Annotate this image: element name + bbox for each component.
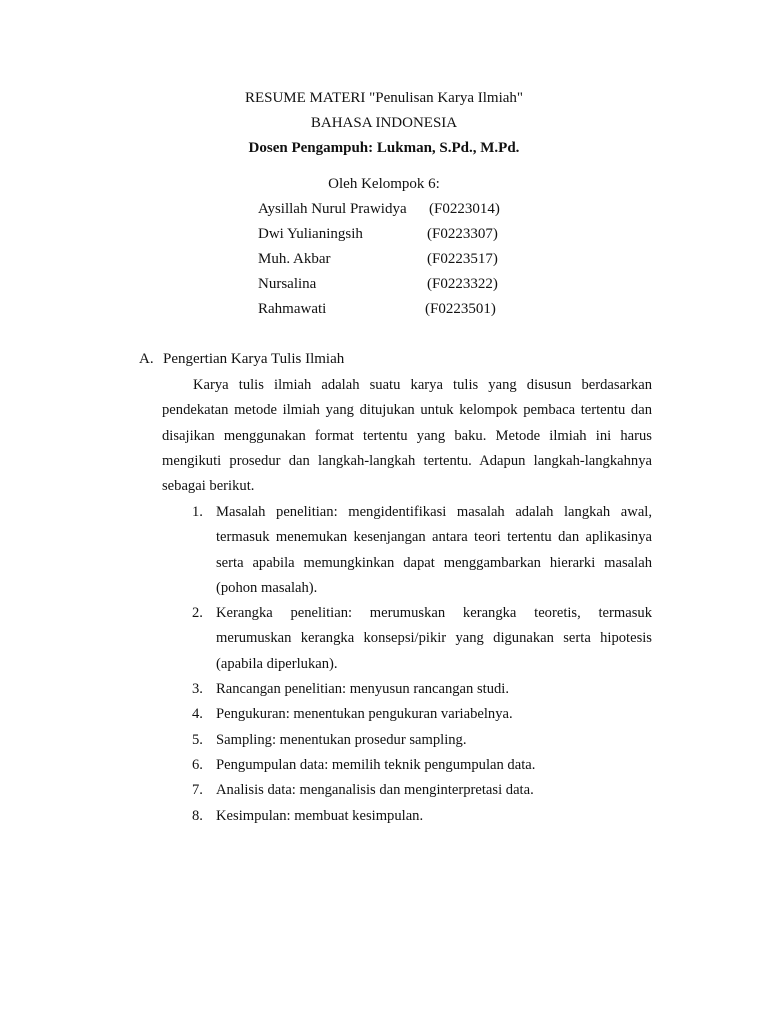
list-item-text: Masalah penelitian: mengidentifikasi masalah adalah langkah awal, termasuk menemukan kesenjangan antara teori tertentu dan aplikasinya serta apabila memungkinkan dapat menggambarkan hierarki masalah (pohon masalah). xyxy=(216,504,652,596)
list-item xyxy=(162,500,652,601)
list-item-text: Pengukuran: menentukan pengukuran variabelnya. xyxy=(216,706,513,723)
list-item-number: 6. xyxy=(192,756,203,773)
list-item xyxy=(162,702,652,727)
document-title: RESUME MATERI "Penulisan Karya Ilmiah" xyxy=(244,90,524,106)
section-heading-text: Pengertian Karya Tulis Ilmiah xyxy=(163,351,345,367)
list-item-number: 7. xyxy=(192,782,203,799)
list-item-number: 1. xyxy=(192,504,203,520)
list-item xyxy=(162,753,652,778)
member-name: Rahmawati xyxy=(258,301,327,317)
member-id: (F0223014) xyxy=(429,201,500,217)
lecturer-line: Dosen Pengampuh: Lukman, S.Pd., M.Pd. xyxy=(248,140,520,156)
member-name: Muh. Akbar xyxy=(258,251,331,267)
list-item-number: 8. xyxy=(192,807,203,824)
section-letter: A. xyxy=(139,351,154,367)
list-item-number: 4. xyxy=(192,706,203,723)
list-item-text: Analisis data: menganalisis dan menginterpretasi data. xyxy=(216,782,534,799)
section-heading xyxy=(139,349,344,369)
list-item-number: 5. xyxy=(192,731,203,748)
member-id: (F0223307) xyxy=(427,226,498,242)
member-name: Nursalina xyxy=(258,276,317,292)
list-item xyxy=(162,601,652,677)
list-item xyxy=(162,677,652,702)
list-item-number: 3. xyxy=(192,681,203,698)
section-paragraph: Karya tulis ilmiah adalah suatu karya tulis yang disusun berdasarkan pendekatan metode ilmiah yang ditujukan untuk kelompok pembaca tertentu dan disajikan menggunakan format tertentu yang baku. Metode ilmiah ini harus mengikuti prosedur dan langkah-langkah tertentu. Adapun langkah-langkahnya sebagai berikut. xyxy=(162,377,652,495)
list-item-text: Kesimpulan: membuat kesimpulan. xyxy=(216,807,424,824)
list-item xyxy=(162,778,652,803)
list-item xyxy=(162,804,652,829)
member-name: Aysillah Nurul Prawidya xyxy=(258,201,407,217)
list-item-text: Pengumpulan data: memilih teknik pengumpulan data. xyxy=(216,756,536,773)
list-item-text: Rancangan penelitian: menyusun rancangan studi. xyxy=(216,681,510,698)
list-item xyxy=(162,728,652,753)
member-id: (F0223322) xyxy=(427,276,498,292)
list-item-text: Kerangka penelitian: merumuskan kerangka teoretis, termasuk merumuskan kerangka konsepsi/pikir yang digunakan serta hipotesis (apabila diperlukan). xyxy=(216,605,652,672)
member-id: (F0223517) xyxy=(427,251,498,267)
group-label: Oleh Kelompok 6: xyxy=(328,176,440,192)
member-id: (F0223501) xyxy=(425,301,496,317)
member-name: Dwi Yulianingsih xyxy=(258,226,363,242)
document-subject: BAHASA INDONESIA xyxy=(310,115,458,131)
steps-list xyxy=(162,500,652,829)
list-item-number: 2. xyxy=(192,605,203,622)
list-item-text: Sampling: menentukan prosedur sampling. xyxy=(216,731,467,748)
